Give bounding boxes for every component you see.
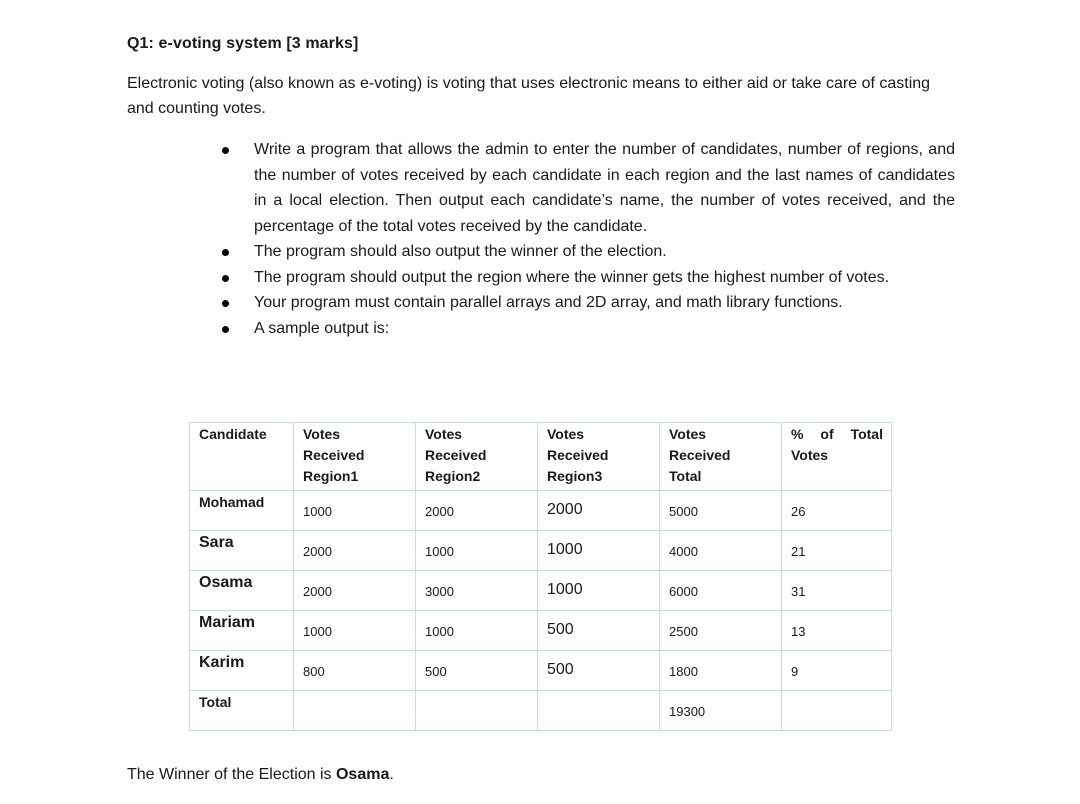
- bullet-icon: [222, 249, 229, 256]
- table-row: [190, 611, 892, 651]
- cell-region2: 1000: [416, 611, 538, 651]
- bullet-icon: [222, 326, 229, 333]
- cell-total: 6000: [660, 571, 782, 611]
- cell-candidate: Osama: [190, 571, 294, 611]
- table-row: [190, 571, 892, 611]
- intro-paragraph: Electronic voting (also known as e-voting) is voting that uses electronic means to either aid or take care of casting and counting votes.: [127, 75, 931, 117]
- bullet-icon: [222, 147, 229, 154]
- question-title: Q1: e-voting system [3 marks]: [127, 35, 359, 52]
- cell-region3: 1000: [538, 571, 660, 611]
- bullet-text: Write a program that allows the admin to enter the number of candidates, number of regions, and the number of votes received by each candidate in each region and the last names of candidates in a local election. Then output each candidate’s name, the number of votes received, and the percentage of the total votes received by the candidate.: [254, 141, 955, 235]
- cell-total: 5000: [660, 491, 782, 531]
- cell-total: 4000: [660, 531, 782, 571]
- cell-region3: 500: [538, 651, 660, 691]
- cell-region1: 1000: [294, 611, 416, 651]
- list-item: [222, 265, 955, 291]
- cell-percent: 9: [782, 651, 892, 691]
- cell-region2: 3000: [416, 571, 538, 611]
- bullet-text: A sample output is:: [254, 319, 390, 337]
- cell-region2: 1000: [416, 531, 538, 571]
- winner-statement: The Winner of the Election is Osama.: [127, 766, 394, 783]
- cell-region3: 1000: [538, 531, 660, 571]
- cell-candidate: Sara: [190, 531, 294, 571]
- cell-grand-total: 19300: [660, 691, 782, 731]
- list-item: [222, 290, 955, 316]
- table-row: [190, 491, 892, 531]
- header-region2: Votes Received Region2: [416, 423, 538, 491]
- table-total-row: [190, 691, 892, 731]
- cell-candidate: Karim: [190, 651, 294, 691]
- cell-region3: 500: [538, 611, 660, 651]
- cell-total: 1800: [660, 651, 782, 691]
- cell-region1: 2000: [294, 571, 416, 611]
- cell-region2: 2000: [416, 491, 538, 531]
- cell-percent: 26: [782, 491, 892, 531]
- table-header-row: [190, 423, 892, 491]
- bullet-text: Your program must contain parallel arrays and 2D array, and math library functions.: [254, 294, 843, 311]
- header-region1: Votes Received Region1: [294, 423, 416, 491]
- cell-region1: 800: [294, 651, 416, 691]
- cell-empty: [538, 691, 660, 731]
- winner-name: Osama: [335, 766, 390, 783]
- bullet-icon: [222, 300, 229, 307]
- cell-total-label: Total: [190, 691, 294, 731]
- cell-total: 2500: [660, 611, 782, 651]
- list-item: [222, 239, 955, 265]
- cell-region3: 2000: [538, 491, 660, 531]
- cell-empty: [782, 691, 892, 731]
- cell-region1: 1000: [294, 491, 416, 531]
- cell-empty: [294, 691, 416, 731]
- cell-candidate: Mohamad: [190, 491, 294, 531]
- cell-empty: [416, 691, 538, 731]
- cell-percent: 21: [782, 531, 892, 571]
- list-item: [222, 316, 955, 342]
- header-candidate: Candidate: [190, 423, 294, 491]
- header-total: Votes Received Total: [660, 423, 782, 491]
- sample-output-table: [189, 422, 892, 731]
- bullet-icon: [222, 275, 229, 282]
- requirements-list: [222, 137, 955, 341]
- list-item: [222, 137, 955, 239]
- header-region3: Votes Received Region3: [538, 423, 660, 491]
- bullet-text: The program should output the region where the winner gets the highest number of votes.: [254, 268, 890, 286]
- cell-region2: 500: [416, 651, 538, 691]
- header-percent: % of Total Votes: [782, 423, 892, 491]
- table-row: [190, 531, 892, 571]
- cell-candidate: Mariam: [190, 611, 294, 651]
- bullet-text: The program should also output the winner of the election.: [254, 243, 667, 260]
- table-row: [190, 651, 892, 691]
- cell-percent: 13: [782, 611, 892, 651]
- cell-percent: 31: [782, 571, 892, 611]
- cell-region1: 2000: [294, 531, 416, 571]
